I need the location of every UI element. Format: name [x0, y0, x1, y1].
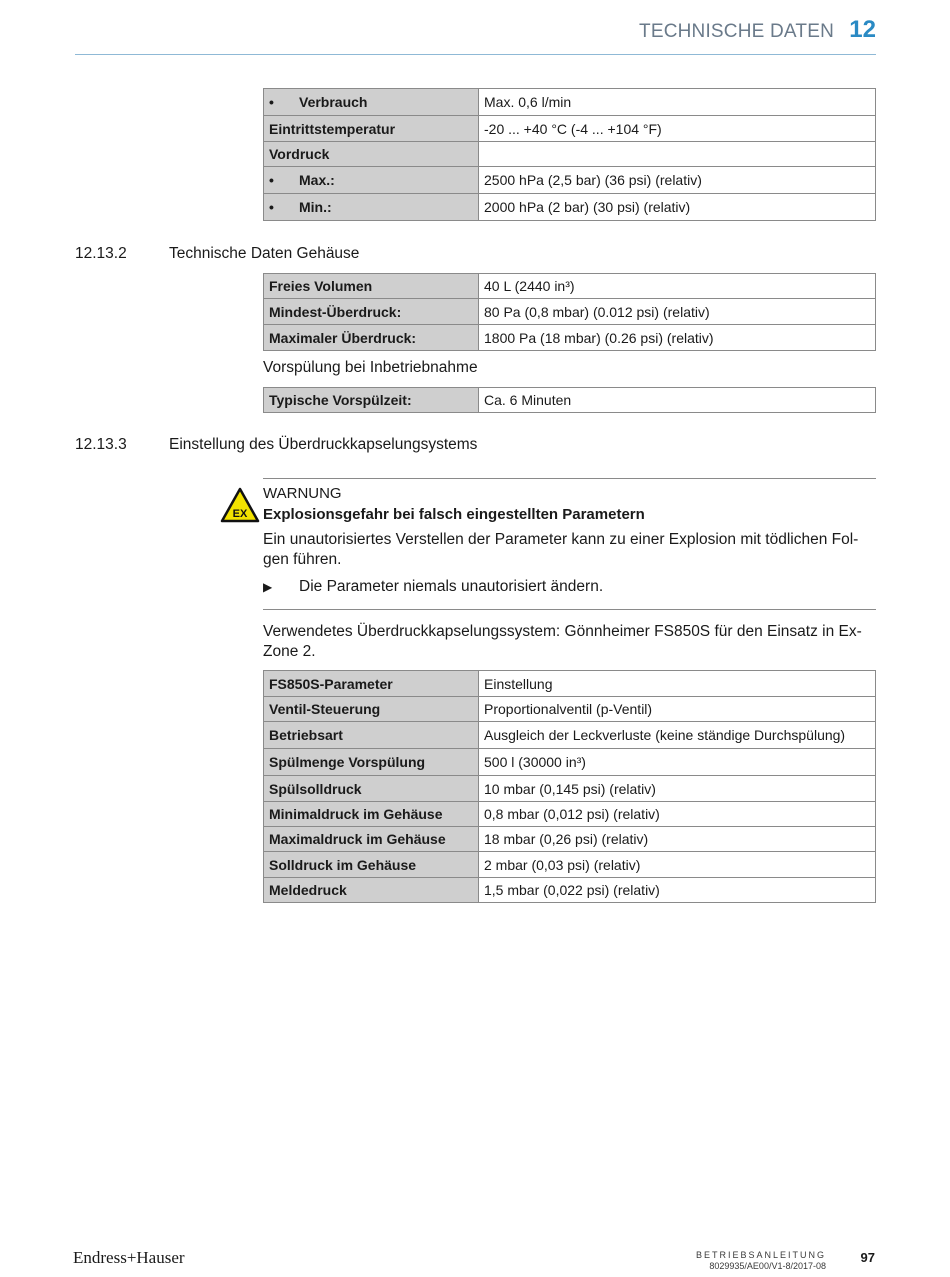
warning-action-text: Die Parameter niemals unautorisiert ändern. — [299, 578, 604, 595]
table-value: -20 ... +40 °C (-4 ... +104 °F) — [479, 116, 876, 142]
table-value: Ca. 6 Minuten — [479, 388, 876, 413]
bullet: • — [269, 199, 274, 215]
section-title: Einstellung des Überdruckkapselungsystems — [169, 436, 478, 453]
table-row — [264, 852, 876, 878]
housing-table — [263, 273, 876, 351]
table-key: Spülsolldruck — [264, 776, 479, 802]
table-key: Maximaldruck im Gehäuse — [264, 827, 479, 852]
table-row — [264, 802, 876, 827]
table-key: Mindest-Überdruck: — [264, 299, 479, 325]
key-label: Verbrauch — [299, 94, 368, 110]
table-value: 2500 hPa (2,5 bar) (36 psi) (relativ) — [479, 167, 876, 194]
key-label: Max.: — [299, 172, 335, 188]
subheading-purge: Vorspülung bei Inbetriebnahme — [263, 359, 478, 376]
section-heading-housing — [75, 245, 359, 263]
table-row — [264, 299, 876, 325]
table-key — [264, 167, 479, 194]
action-arrow-icon: ▶ — [263, 580, 273, 594]
table-row — [264, 142, 876, 167]
document-id: 8029935/AE00/V1-8/2017-08 — [709, 1261, 826, 1271]
brand-logo: Endress+Hauser — [73, 1248, 185, 1267]
document-info — [696, 1250, 826, 1272]
table-key: Meldedruck — [264, 878, 479, 903]
document-type: BETRIEBSANLEITUNG — [695, 1250, 826, 1260]
table-key — [264, 116, 479, 142]
table-row — [264, 89, 876, 116]
table-value: 2 mbar (0,03 psi) (relativ) — [479, 852, 876, 878]
section-number: 12.13.3 — [75, 436, 127, 453]
table-row — [264, 776, 876, 802]
table-row — [264, 116, 876, 142]
table-key — [264, 142, 479, 167]
table-value: 500 l (30000 in³) — [479, 749, 876, 776]
bullet: • — [269, 172, 274, 188]
table-row — [264, 325, 876, 351]
table-value: Max. 0,6 l/min — [479, 89, 876, 116]
parameter-table — [263, 670, 876, 903]
warning-text: Ein unautorisiertes Verstellen der Parameter kann zu einer Explosion mit tödlichen Fol-gen führen. — [263, 531, 859, 568]
table-value: 1,5 mbar (0,022 psi) (relativ) — [479, 878, 876, 903]
warning-subtitle: Explosionsgefahr bei falsch eingestellten Parametern — [263, 506, 645, 523]
table-value: 80 Pa (0,8 mbar) (0.012 psi) (relativ) — [479, 299, 876, 325]
table-key — [264, 194, 479, 221]
table-value: 2000 hPa (2 bar) (30 psi) (relativ) — [479, 194, 876, 221]
section-heading-pressurization — [75, 436, 477, 454]
table-key: Betriebsart — [264, 722, 479, 749]
table-row — [264, 749, 876, 776]
table-value: Proportionalventil (p-Ventil) — [479, 697, 876, 722]
table-key: Spülmenge Vorspülung — [264, 749, 479, 776]
table-key: Minimaldruck im Gehäuse — [264, 802, 479, 827]
explosion-warning-icon — [220, 487, 260, 523]
system-paragraph: Verwendetes Überdruckkapselungssystem: Gönnheimer FS850S für den Einsatz in Ex-Zone 2. — [263, 623, 862, 660]
table-value: 0,8 mbar (0,012 psi) (relativ) — [479, 802, 876, 827]
table-row — [264, 878, 876, 903]
page-header — [75, 14, 876, 55]
purge-table — [263, 387, 876, 413]
table-key: FS850S-Parameter — [264, 671, 479, 697]
table-key: Solldruck im Gehäuse — [264, 852, 479, 878]
table-key: Freies Volumen — [264, 274, 479, 299]
key-label: Vordruck — [269, 146, 330, 162]
page-number: 97 — [860, 1250, 875, 1265]
table-row — [264, 722, 876, 749]
table-value — [479, 142, 876, 167]
consumption-table — [263, 88, 876, 221]
table-value: 10 mbar (0,145 psi) (relativ) — [479, 776, 876, 802]
table-key: Maximaler Überdruck: — [264, 325, 479, 351]
table-value: Ausgleich der Leckverluste (keine ständige Durchspülung) — [479, 722, 876, 749]
table-value: Einstellung — [479, 671, 876, 697]
table-value: 18 mbar (0,26 psi) (relativ) — [479, 827, 876, 852]
table-key: Typische Vorspülzeit: — [264, 388, 479, 413]
table-row — [264, 194, 876, 221]
table-row — [264, 827, 876, 852]
section-title: Technische Daten Gehäuse — [169, 245, 360, 262]
table-key — [264, 89, 479, 116]
bullet: • — [269, 94, 274, 110]
warning-action — [263, 578, 603, 596]
chapter-number: 12 — [849, 16, 876, 43]
section-number: 12.13.2 — [75, 245, 127, 262]
chapter-title: TECHNISCHE DATEN — [639, 21, 834, 42]
table-row — [264, 388, 876, 413]
table-value: 1800 Pa (18 mbar) (0.26 psi) (relativ) — [479, 325, 876, 351]
table-key: Ventil-Steuerung — [264, 697, 479, 722]
key-label: Eintrittstemperatur — [269, 120, 396, 137]
key-label: Min.: — [299, 199, 332, 215]
warning-icon-label: EX — [232, 508, 248, 520]
table-row — [264, 671, 876, 697]
table-row — [264, 697, 876, 722]
table-row — [264, 274, 876, 299]
table-value: 40 L (2440 in³) — [479, 274, 876, 299]
table-row — [264, 167, 876, 194]
warning-title: WARNUNG — [263, 485, 342, 502]
